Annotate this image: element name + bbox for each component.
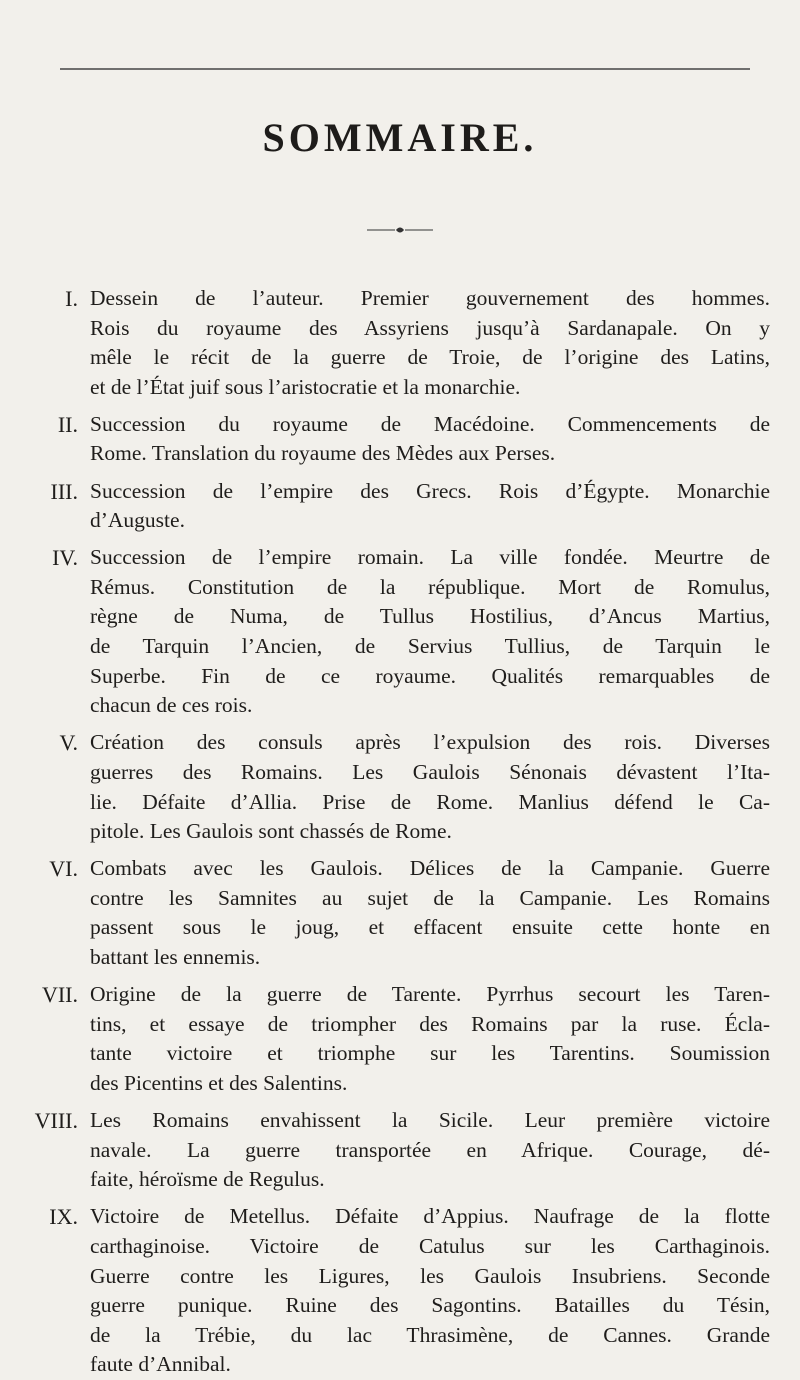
- entry-line: Victoire de Metellus. Défaite d’Appius. Naufrage de la flotte: [90, 1204, 770, 1229]
- entry-text: [90, 410, 770, 469]
- entry-line: lie. Défaite d’Allia. Prise de Rome. Manlius défend le Ca-: [90, 789, 770, 814]
- entry-line: de la Trébie, du lac Thrasimène, de Cannes. Grande: [90, 1322, 770, 1347]
- entry-line: contre les Samnites au sujet de la Campanie. Les Romains: [90, 885, 770, 910]
- entry-line: pitole. Les Gaulois sont chassés de Rome.: [90, 819, 452, 844]
- entry-line: règne de Numa, de Tullus Hostilius, d’Ancus Martius,: [90, 604, 770, 629]
- entry-text: [90, 728, 770, 846]
- entry-line: guerres des Romains. Les Gaulois Sénonais dévastent l’Ita-: [90, 759, 770, 784]
- entry-text: [90, 284, 770, 402]
- entry-line: Rémus. Constitution de la république. Mort de Romulus,: [90, 574, 770, 599]
- entry-text: [90, 980, 770, 1098]
- entry-line: tins, et essaye de triompher des Romains par la ruse. Écla-: [90, 1011, 770, 1036]
- entry-text: [90, 854, 770, 972]
- entry-text: [90, 477, 770, 536]
- page-title: SOMMAIRE.: [262, 115, 538, 160]
- entry-line: Succession de l’empire romain. La ville fondée. Meurtre de: [90, 545, 770, 570]
- entry-numeral: IV.: [52, 545, 78, 571]
- entry-numeral: VI.: [49, 856, 78, 882]
- entry-text: [90, 1202, 770, 1380]
- entry-line: faute d’Annibal.: [90, 1352, 231, 1377]
- entry-line: et de l’État juif sous l’aristocratie et la monarchie.: [90, 374, 521, 399]
- entry-line: Origine de la guerre de Tarente. Pyrrhus secourt les Taren-: [90, 982, 770, 1007]
- entry-line: navale. La guerre transportée en Afrique. Courage, dé-: [90, 1137, 770, 1162]
- entry-text: [90, 1106, 770, 1195]
- entry-line: des Picentins et des Salentins.: [90, 1070, 348, 1095]
- entry-line: chacun de ces rois.: [90, 693, 253, 718]
- entry-numeral: II.: [57, 411, 78, 437]
- entry-line: d’Auguste.: [90, 508, 185, 533]
- entry-line: faite, héroïsme de Regulus.: [90, 1167, 325, 1192]
- entry-line: battant les ennemis.: [90, 945, 261, 970]
- entry-line: Succession du royaume de Macédoine. Commencements de: [90, 411, 770, 436]
- entry-line: Succession de l’empire des Grecs. Rois d’Égypte. Monarchie: [90, 478, 770, 503]
- entry-line: passent sous le joug, et effacent ensuite cette honte en: [90, 915, 770, 940]
- entry-line: Dessein de l’auteur. Premier gouvernement des hommes.: [90, 286, 770, 310]
- entry-line: carthaginoise. Victoire de Catulus sur les Carthaginois.: [90, 1233, 770, 1258]
- ornament-divider-icon: [365, 225, 435, 235]
- entry-line: Combats avec les Gaulois. Délices de la Campanie. Guerre: [90, 856, 770, 881]
- entry-line: Guerre contre les Ligures, les Gaulois Insubriens. Seconde: [90, 1263, 770, 1288]
- entry-line: tante victoire et triomphe sur les Tarentins. Soumission: [90, 1041, 770, 1066]
- entry-numeral: I.: [65, 286, 78, 311]
- entry-numeral: V.: [59, 730, 78, 756]
- entry-line: guerre punique. Ruine des Sagontins. Batailles du Tésin,: [90, 1293, 770, 1318]
- entry-line: de Tarquin l’Ancien, de Servius Tullius, de Tarquin le: [90, 634, 770, 659]
- entry-numeral: VII.: [41, 982, 78, 1008]
- entry-line: mêle le récit de la guerre de Troie, de l’origine des Latins,: [90, 345, 770, 370]
- entry-line: Rois du royaume des Assyriens jusqu’à Sardanapale. On y: [90, 315, 770, 340]
- entry-line: Les Romains envahissent la Sicile. Leur première victoire: [90, 1108, 770, 1133]
- entry-line: Création des consuls après l’expulsion des rois. Diverses: [90, 730, 770, 755]
- entry-numeral: III.: [50, 478, 78, 504]
- top-rule-divider: [60, 68, 750, 70]
- entry-numeral: VIII.: [34, 1108, 78, 1134]
- entry-text: [90, 543, 770, 721]
- entry-line: Superbe. Fin de ce royaume. Qualités remarquables de: [90, 663, 770, 688]
- entry-numeral: IX.: [49, 1204, 78, 1230]
- entry-line: Rome. Translation du royaume des Mèdes aux Perses.: [90, 441, 556, 466]
